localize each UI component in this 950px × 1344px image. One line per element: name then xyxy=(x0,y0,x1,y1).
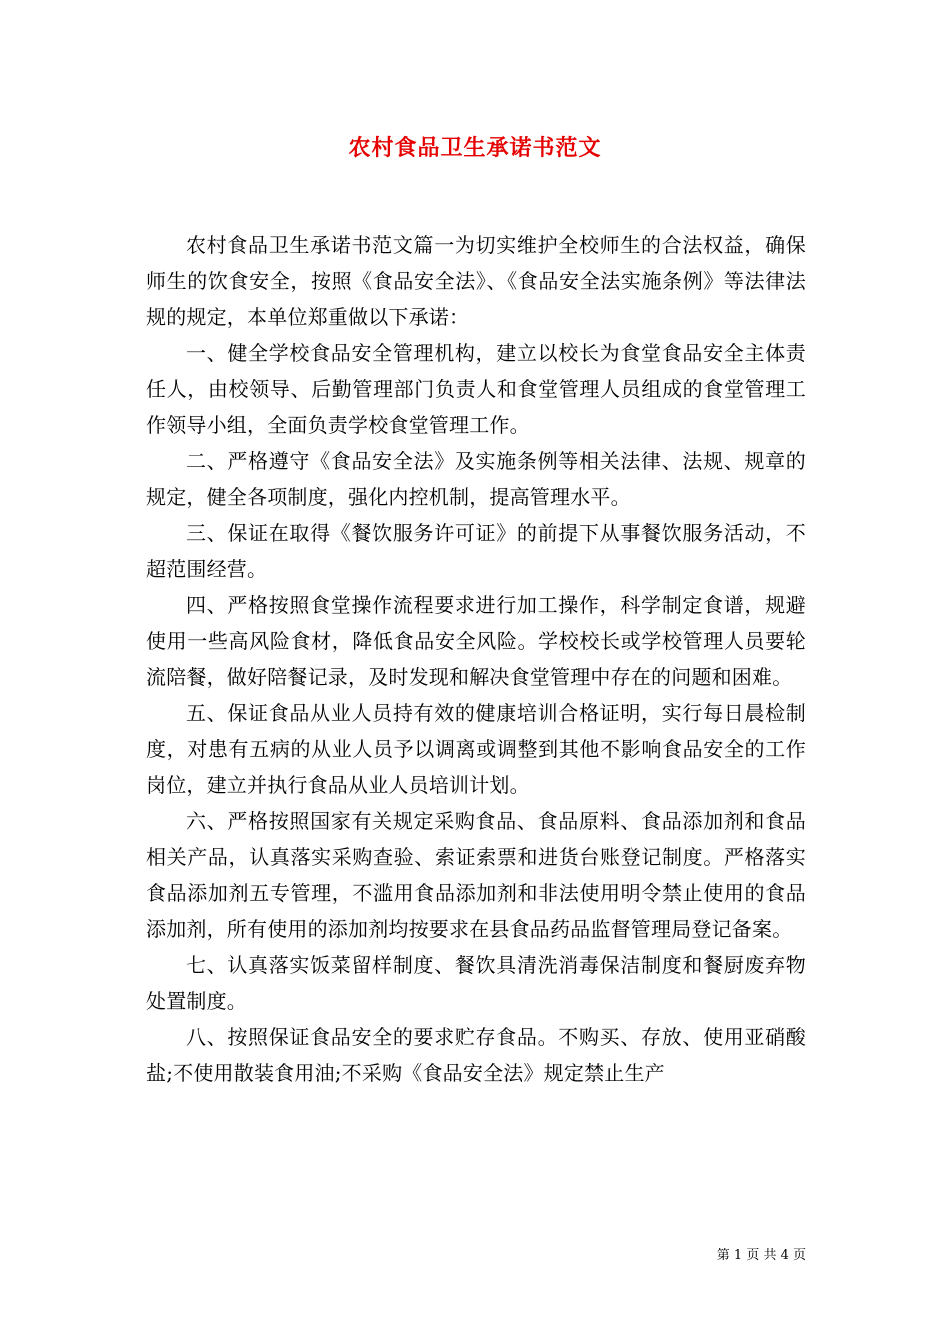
paragraph-item-1: 一、健全学校食品安全管理机构，建立以校长为食堂食品安全主体责任人，由校领导、后勤管理部门负责人和食堂管理人员组成的食堂管理工作领导小组，全面负责学校食堂管理工作。 xyxy=(146,341,806,437)
paragraph-item-7: 七、认真落实饭菜留样制度、餐饮具清洗消毒保洁制度和餐厨废弃物处置制度。 xyxy=(146,953,806,1013)
page-number: 第 1 页 共 4 页 xyxy=(716,1248,806,1263)
paragraph-intro: 农村食品卫生承诺书范文篇一为切实维护全校师生的合法权益，确保师生的饮食安全，按照《食品安全法》、《食品安全法实施条例》等法律法规的规定，本单位郑重做以下承诺： xyxy=(146,233,806,329)
document-body xyxy=(146,227,806,1091)
paragraph-item-6: 六、严格按照国家有关规定采购食品、食品原料、食品添加剂和食品相关产品，认真落实采购查验、索证索票和进货台账登记制度。严格落实食品添加剂五专管理，不滥用食品添加剂和非法使用明令禁止使用的食品添加剂，所有使用的添加剂均按要求在县食品药品监督管理局登记备案。 xyxy=(146,809,806,941)
paragraph-item-2: 二、严格遵守《食品安全法》及实施条例等相关法律、法规、规章的规定，健全各项制度，强化内控机制，提高管理水平。 xyxy=(146,449,806,509)
paragraph-item-4: 四、严格按照食堂操作流程要求进行加工操作，科学制定食谱，规避使用一些高风险食材，降低食品安全风险。学校校长或学校管理人员要轮流陪餐，做好陪餐记录，及时发现和解决食堂管理中存在的问题和困难。 xyxy=(146,593,806,689)
document-title: 农村食品卫生承诺书范文 xyxy=(348,135,602,161)
paragraph-item-3: 三、保证在取得《餐饮服务许可证》的前提下从事餐饮服务活动，不超范围经营。 xyxy=(146,521,806,581)
paragraph-item-8: 八、按照保证食品安全的要求贮存食品。不购买、存放、使用亚硝酸盐;不使用散装食用油;不采购《食品安全法》规定禁止生产 xyxy=(146,1025,806,1085)
paragraph-item-5: 五、保证食品从业人员持有效的健康培训合格证明，实行每日晨检制度，对患有五病的从业人员予以调离或调整到其他不影响食品安全的工作岗位，建立并执行食品从业人员培训计划。 xyxy=(146,701,806,797)
